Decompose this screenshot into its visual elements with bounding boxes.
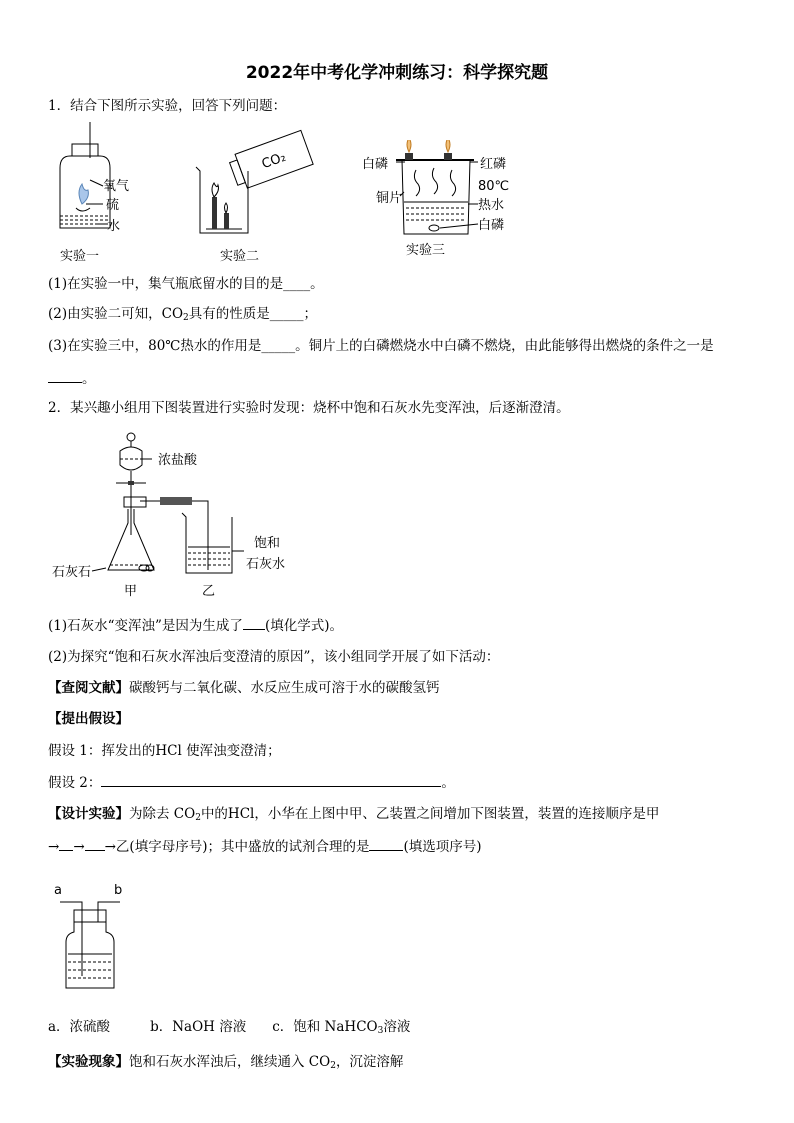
- caption-experiment-3: 实验三: [406, 243, 446, 258]
- caption-yi: 乙: [202, 584, 216, 599]
- q1-part-3-end: 。: [48, 368, 96, 389]
- label-80c: 80℃: [478, 179, 510, 194]
- apparatus-figure: [48, 425, 308, 600]
- label-a: a: [54, 883, 62, 898]
- option-b: b．NaOH 溶液: [150, 1019, 247, 1035]
- caption-jia: 甲: [124, 584, 138, 599]
- label-saturated: 饱和: [254, 536, 281, 551]
- label-co2: CO₂: [259, 149, 289, 173]
- q1-part-2: (2)由实验二可知，$CO_2$具有的性质是_____；: [48, 306, 318, 323]
- label-limewater: 石灰水: [246, 557, 286, 572]
- label-b: b: [114, 883, 123, 898]
- experiment-3-figure: [360, 140, 520, 265]
- design-line-2: → → →乙(填字母序号)；其中盛放的试剂合理的是 (填选项序号): [48, 836, 482, 857]
- label-water: 水: [107, 219, 121, 234]
- label-limestone: 石灰石: [52, 565, 92, 580]
- q1-part-1: (1)在实验一中，集气瓶底留水的目的是____。: [48, 276, 324, 292]
- options-line: [48, 1017, 410, 1041]
- q2-part-1: (1)石灰水“变浑浊”是因为生成了 (填化学式)。: [48, 615, 343, 636]
- hypothesis-1: 假设 1：挥发出的HCl 使浑浊变澄清；: [48, 743, 281, 759]
- label-hot-water: 热水: [478, 198, 505, 213]
- q1-stem: 1．结合下图所示实验，回答下列问题：: [48, 98, 287, 114]
- experiment-1-figure: [48, 120, 148, 270]
- caption-experiment-2: 实验二: [220, 249, 260, 264]
- q2-part-2: (2)为探究“饱和石灰水浑浊后变澄清的原因”，该小组同学开展了如下活动：: [48, 649, 500, 665]
- caption-experiment-1: 实验一: [60, 249, 100, 264]
- q2-stem: 2．某兴趣小组用下图装置进行实验时发现：烧杯中饱和石灰水先变浑浊，后逐渐澄清。: [48, 400, 570, 416]
- design-line-1: 【设计实验】为除去 $CO_2$中的HCl，小华在上图中甲、乙装置之间增加下图装置，装置的连接顺序是甲: [48, 806, 660, 823]
- experiment-2-figure: [190, 125, 320, 270]
- phenomenon-line: 【实验现象】饱和石灰水浑浊后，继续通入 $CO_2$，沉淀溶解: [48, 1054, 404, 1071]
- q1-part-3: (3)在实验三中，80℃热水的作用是_____。铜片上的白磷燃烧水中白磷不燃烧，由此能够得出燃烧的条件之一是: [48, 338, 714, 354]
- literature-line: 【查阅文献】碳酸钙与二氧化碳、水反应生成可溶于水的碳酸氢钙: [48, 680, 440, 696]
- label-white-phosphorus-top: 白磷: [362, 157, 389, 172]
- label-conc-hcl: 浓盐酸: [158, 453, 198, 468]
- option-c: c．饱和 NaHCO$_3$溶液: [272, 1019, 411, 1036]
- label-copper-sheet: 铜片: [376, 191, 403, 206]
- label-sulfur: 硫: [106, 198, 120, 213]
- option-a: a．浓硫酸: [48, 1019, 111, 1035]
- label-red-phosphorus: 红磷: [480, 157, 507, 172]
- label-white-phosphorus-bottom: 白磷: [478, 218, 505, 233]
- page-title: 2022年中考化学冲刺练习：科学探究题: [245, 63, 549, 83]
- label-oxygen: 氧气: [103, 179, 130, 194]
- hypothesis-heading: 【提出假设】: [48, 711, 129, 727]
- hypothesis-2: 假设 2： 。: [48, 772, 455, 793]
- wash-bottle-figure: [50, 880, 150, 1000]
